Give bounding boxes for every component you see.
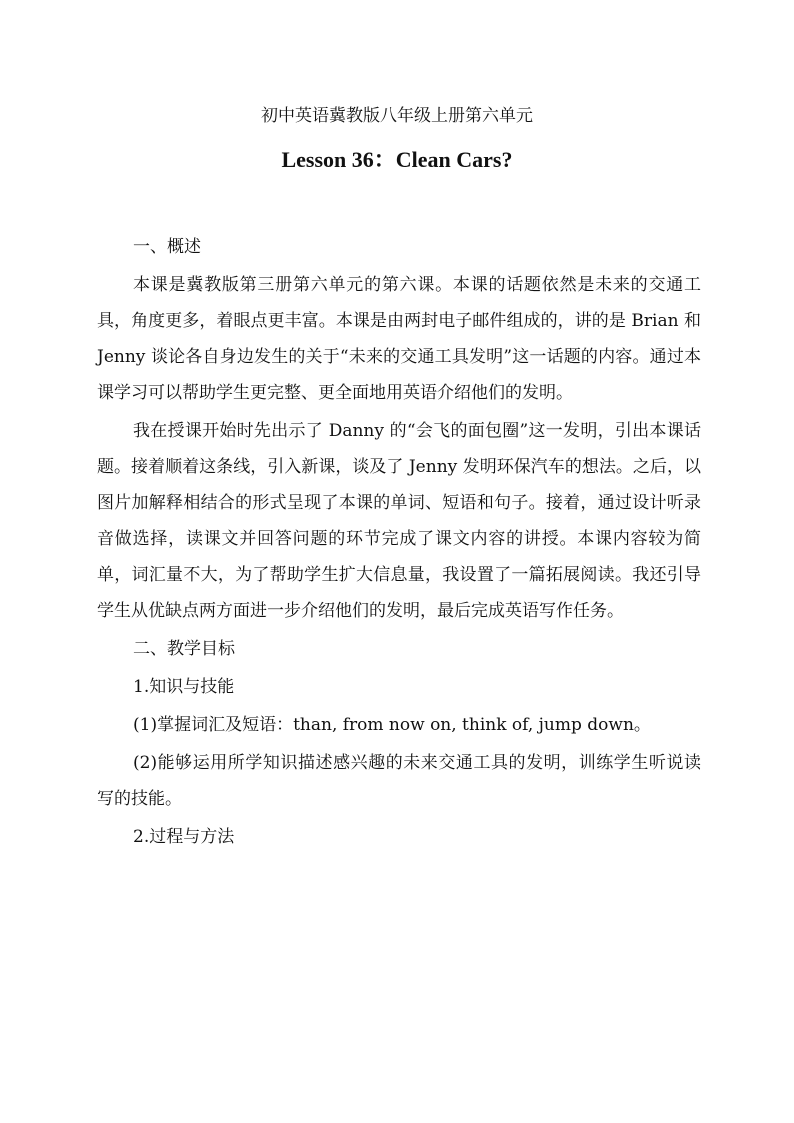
section-heading-objectives: 二、教学目标 bbox=[133, 639, 235, 659]
lesson-title: Lesson 36：Clean Cars? bbox=[281, 147, 513, 172]
document-subtitle: 初中英语冀教版八年级上册第六单元 bbox=[261, 106, 533, 126]
objective-item-2: (2)能够运用所学知识描述感兴趣的未来交通工具的发明，训练学生听说读写的技能。 bbox=[97, 753, 701, 809]
subsection-heading-process-methods: 2.过程与方法 bbox=[133, 827, 235, 847]
objective-item-1: (1)掌握词汇及短语：than, from now on, think of, jump down。 bbox=[133, 715, 651, 735]
paragraph-overview-2: 我在授课开始时先出示了 Danny 的“会飞的面包圈”这一发明，引出本课话题。接着顺着这条线，引入新课，谈及了 Jenny 发明环保汽车的想法。之后，以图片加解释相结合的形式呈现了本课的单词、短语和句子。接着，通过设计听录音做选择，读课文并回答问题的环节完成了课文内容的讲授。本课内容较为简单，词汇量不大，为了帮助学生扩大信息量，我设置了一篇拓展阅读。我还引导学生从优缺点两方面进一步介绍他们的发明，最后完成英语写作任务。 bbox=[97, 421, 701, 621]
paragraph-overview-1: 本课是冀教版第三册第六单元的第六课。本课的话题依然是未来的交通工具，角度更多，着眼点更丰富。本课是由两封电子邮件组成的，讲的是 Brian 和 Jenny 谈论各自身边发生的关于“未来的交通工具发明”这一话题的内容。通过本课学习可以帮助学生更完整、更全面地用英语介绍他们的发明。 bbox=[97, 275, 701, 403]
section-heading-overview: 一、概述 bbox=[133, 237, 201, 257]
document-body bbox=[97, 229, 701, 857]
subsection-heading-knowledge-skills: 1.知识与技能 bbox=[133, 677, 235, 697]
